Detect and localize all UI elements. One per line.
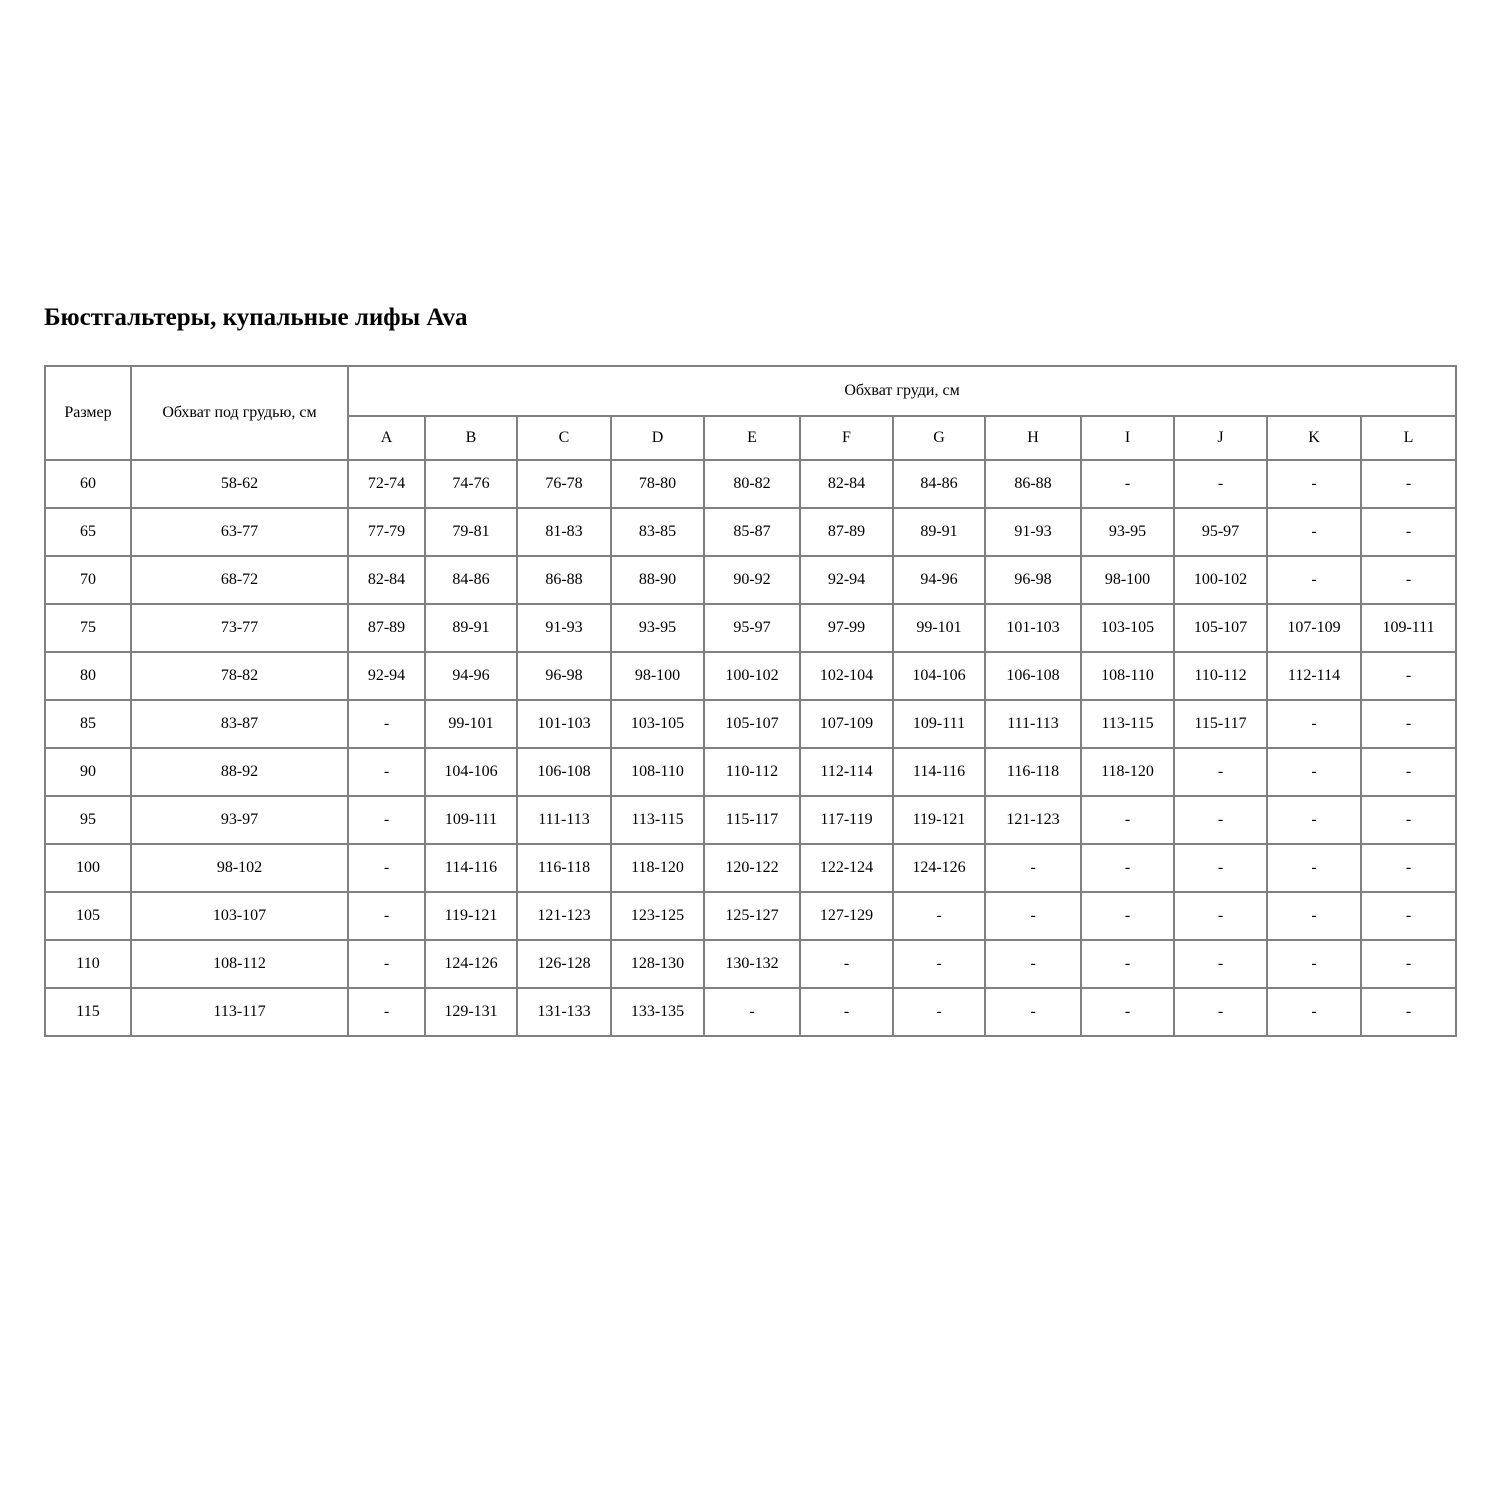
cup-column-header: K [1267,416,1361,460]
cup-value-cell: 91-93 [517,604,611,652]
cup-value-cell: 123-125 [611,892,704,940]
size-cell: 110 [45,940,131,988]
cup-value-cell: 101-103 [517,700,611,748]
cup-value-cell: - [1361,460,1456,508]
cup-value-cell: - [1081,844,1174,892]
cup-value-cell: - [1174,892,1267,940]
cup-value-cell: - [1361,556,1456,604]
cup-value-cell: - [1267,796,1361,844]
table-row [45,604,1456,652]
cup-value-cell: - [1267,988,1361,1036]
cup-value-cell: - [893,940,985,988]
cup-column-header: D [611,416,704,460]
cup-value-cell: 125-127 [704,892,800,940]
cup-value-cell: 114-116 [425,844,517,892]
underbust-cell: 68-72 [131,556,348,604]
cup-value-cell: - [1267,892,1361,940]
size-cell: 80 [45,652,131,700]
cup-column-header: E [704,416,800,460]
cup-value-cell: 101-103 [985,604,1081,652]
size-cell: 115 [45,988,131,1036]
cup-value-cell: 128-130 [611,940,704,988]
cup-value-cell: 105-107 [704,700,800,748]
underbust-cell: 58-62 [131,460,348,508]
cup-value-cell: - [1361,700,1456,748]
cup-value-cell: - [348,988,425,1036]
cup-column-header: J [1174,416,1267,460]
cup-value-cell: 95-97 [704,604,800,652]
cup-value-cell: 119-121 [893,796,985,844]
cup-value-cell: 87-89 [348,604,425,652]
cup-value-cell: 96-98 [517,652,611,700]
cup-value-cell: - [348,892,425,940]
cup-value-cell: 99-101 [425,700,517,748]
cup-value-cell: 129-131 [425,988,517,1036]
cup-column-header: F [800,416,893,460]
table-row [45,460,1456,508]
cup-value-cell: 133-135 [611,988,704,1036]
cup-value-cell: 124-126 [893,844,985,892]
table-row [45,844,1456,892]
cup-value-cell: 109-111 [1361,604,1456,652]
page-title: Бюстгальтеры, купальные лифы Ava [44,304,468,331]
cup-value-cell: - [1267,844,1361,892]
cup-value-cell: - [1081,460,1174,508]
cup-value-cell: 87-89 [800,508,893,556]
cup-value-cell: - [1081,796,1174,844]
cup-value-cell: 121-123 [517,892,611,940]
table-row [45,940,1456,988]
cup-value-cell: 111-113 [985,700,1081,748]
cup-value-cell: 112-114 [800,748,893,796]
cup-value-cell: - [1267,748,1361,796]
cup-value-cell: 93-95 [1081,508,1174,556]
cup-value-cell: 108-110 [1081,652,1174,700]
cup-value-cell: - [985,988,1081,1036]
cup-value-cell: - [1361,748,1456,796]
cup-value-cell: 107-109 [1267,604,1361,652]
cup-value-cell: - [1361,892,1456,940]
cup-value-cell: 114-116 [893,748,985,796]
underbust-cell: 98-102 [131,844,348,892]
cup-value-cell: 88-90 [611,556,704,604]
cup-value-cell: 82-84 [348,556,425,604]
underbust-cell: 78-82 [131,652,348,700]
cup-value-cell: 118-120 [611,844,704,892]
underbust-cell: 93-97 [131,796,348,844]
underbust-cell: 108-112 [131,940,348,988]
cup-value-cell: 103-105 [1081,604,1174,652]
cup-value-cell: - [1081,892,1174,940]
underbust-cell: 63-77 [131,508,348,556]
cup-value-cell: 89-91 [893,508,985,556]
cup-value-cell: - [704,988,800,1036]
cup-value-cell: 84-86 [425,556,517,604]
cup-value-cell: - [1267,508,1361,556]
cup-value-cell: - [1174,988,1267,1036]
cup-value-cell: 116-118 [985,748,1081,796]
table-row [45,652,1456,700]
cup-value-cell: 118-120 [1081,748,1174,796]
cup-value-cell: 119-121 [425,892,517,940]
underbust-column-header: Обхват под грудью, см [131,366,348,460]
cup-value-cell: - [1361,652,1456,700]
cup-value-cell: 98-100 [611,652,704,700]
cup-value-cell: - [1174,844,1267,892]
cup-value-cell: 106-108 [517,748,611,796]
bust-group-row [45,366,1456,416]
cup-value-cell: 109-111 [425,796,517,844]
cup-value-cell: 121-123 [985,796,1081,844]
cup-value-cell: 94-96 [893,556,985,604]
cup-value-cell: 100-102 [704,652,800,700]
cup-value-cell: 74-76 [425,460,517,508]
cup-value-cell: 108-110 [611,748,704,796]
underbust-cell: 73-77 [131,604,348,652]
cup-value-cell: 94-96 [425,652,517,700]
cup-value-cell: 79-81 [425,508,517,556]
cup-value-cell: 104-106 [425,748,517,796]
table-row [45,508,1456,556]
cup-value-cell: - [1267,700,1361,748]
table-row [45,556,1456,604]
cup-column-header: B [425,416,517,460]
cup-value-cell: 97-99 [800,604,893,652]
cup-value-cell: 98-100 [1081,556,1174,604]
size-cell: 65 [45,508,131,556]
cup-value-cell: - [893,988,985,1036]
size-table-body [45,460,1456,1036]
cup-value-cell: 109-111 [893,700,985,748]
cup-value-cell: 116-118 [517,844,611,892]
cup-value-cell: - [1361,988,1456,1036]
cup-value-cell: - [348,748,425,796]
cup-value-cell: 99-101 [893,604,985,652]
size-cell: 75 [45,604,131,652]
cup-value-cell: 110-112 [1174,652,1267,700]
cup-value-cell: - [1174,940,1267,988]
cup-value-cell: 104-106 [893,652,985,700]
underbust-cell: 88-92 [131,748,348,796]
cup-value-cell: 107-109 [800,700,893,748]
cup-value-cell: 124-126 [425,940,517,988]
cup-value-cell: - [1174,748,1267,796]
cup-value-cell: 127-129 [800,892,893,940]
underbust-cell: 103-107 [131,892,348,940]
cup-value-cell: 91-93 [985,508,1081,556]
cup-column-header: L [1361,416,1456,460]
cup-value-cell: 103-105 [611,700,704,748]
cup-value-cell: 100-102 [1174,556,1267,604]
cup-value-cell: - [1081,988,1174,1036]
cup-value-cell: 105-107 [1174,604,1267,652]
cup-value-cell: - [348,940,425,988]
cup-value-cell: 115-117 [704,796,800,844]
cup-value-cell: 117-119 [800,796,893,844]
cup-value-cell: - [1361,508,1456,556]
cup-value-cell: 130-132 [704,940,800,988]
cup-column-header: C [517,416,611,460]
cup-value-cell: 78-80 [611,460,704,508]
cup-value-cell: 83-85 [611,508,704,556]
table-header [45,366,1456,460]
cup-value-cell: 122-124 [800,844,893,892]
cup-value-cell: - [800,988,893,1036]
cup-value-cell: 126-128 [517,940,611,988]
cup-value-cell: - [348,796,425,844]
cup-value-cell: 80-82 [704,460,800,508]
bust-group-header: Обхват груди, см [348,366,1456,416]
cup-value-cell: 89-91 [425,604,517,652]
cup-column-header: G [893,416,985,460]
cup-value-cell: 72-74 [348,460,425,508]
table-row [45,796,1456,844]
cup-value-cell: - [800,940,893,988]
cup-value-cell: 86-88 [985,460,1081,508]
cup-value-cell: 113-115 [611,796,704,844]
cup-value-cell: - [348,844,425,892]
underbust-cell: 113-117 [131,988,348,1036]
cup-value-cell: 102-104 [800,652,893,700]
cup-value-cell: - [985,892,1081,940]
table-row [45,700,1456,748]
size-cell: 100 [45,844,131,892]
cup-value-cell: 85-87 [704,508,800,556]
cup-value-cell: 131-133 [517,988,611,1036]
cup-value-cell: 92-94 [800,556,893,604]
cup-value-cell: - [1361,940,1456,988]
cup-value-cell: - [1174,796,1267,844]
cup-value-cell: - [985,844,1081,892]
cup-value-cell: 110-112 [704,748,800,796]
cup-value-cell: 93-95 [611,604,704,652]
cup-value-cell: 111-113 [517,796,611,844]
cup-column-header: I [1081,416,1174,460]
size-cell: 70 [45,556,131,604]
cup-value-cell: - [348,700,425,748]
size-column-header: Размер [45,366,131,460]
cup-value-cell: 86-88 [517,556,611,604]
cup-value-cell: 113-115 [1081,700,1174,748]
size-cell: 85 [45,700,131,748]
cup-value-cell: 76-78 [517,460,611,508]
cup-value-cell: - [985,940,1081,988]
size-chart-table [44,365,1457,1037]
cup-value-cell: 84-86 [893,460,985,508]
cup-value-cell: 77-79 [348,508,425,556]
cup-value-cell: - [1267,460,1361,508]
size-cell: 90 [45,748,131,796]
cup-value-cell: 96-98 [985,556,1081,604]
cup-value-cell: - [1267,940,1361,988]
cup-value-cell: 112-114 [1267,652,1361,700]
size-cell: 60 [45,460,131,508]
cup-value-cell: - [893,892,985,940]
cup-value-cell: 82-84 [800,460,893,508]
cup-value-cell: 120-122 [704,844,800,892]
cup-value-cell: - [1081,940,1174,988]
cup-value-cell: - [1174,460,1267,508]
size-cell: 105 [45,892,131,940]
cup-value-cell: - [1361,796,1456,844]
cup-value-cell: - [1361,844,1456,892]
cup-value-cell: 92-94 [348,652,425,700]
table-row [45,892,1456,940]
cup-column-header: H [985,416,1081,460]
cup-value-cell: 95-97 [1174,508,1267,556]
cup-value-cell: 81-83 [517,508,611,556]
underbust-cell: 83-87 [131,700,348,748]
size-cell: 95 [45,796,131,844]
cup-value-cell: 90-92 [704,556,800,604]
cup-value-cell: - [1267,556,1361,604]
cup-column-header: A [348,416,425,460]
table-row [45,748,1456,796]
table-row [45,988,1456,1036]
cup-value-cell: 115-117 [1174,700,1267,748]
cup-value-cell: 106-108 [985,652,1081,700]
